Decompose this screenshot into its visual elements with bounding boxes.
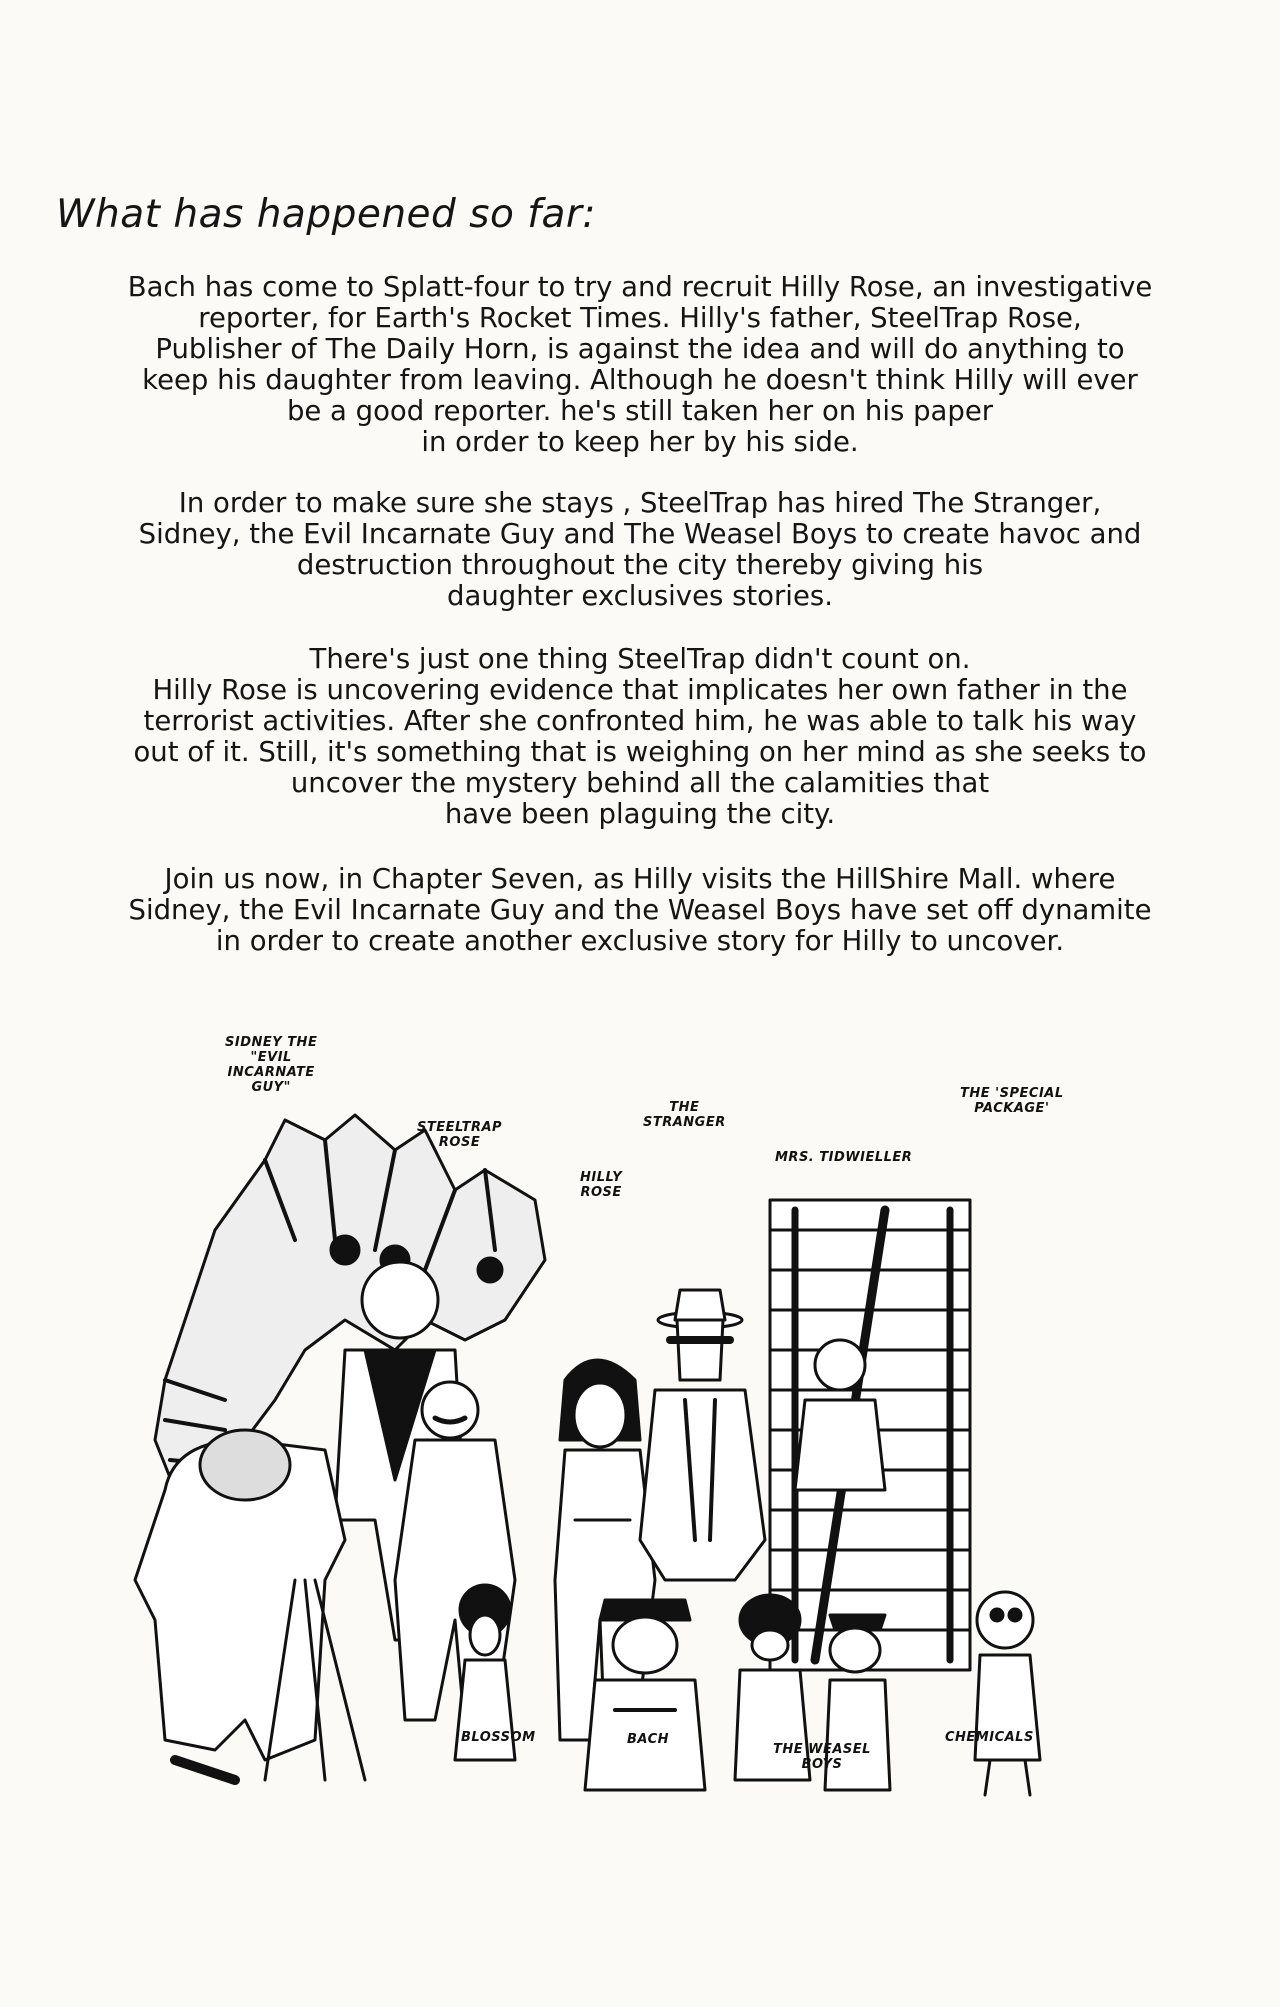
character-lineup-illustration bbox=[95, 1020, 1125, 1820]
label-chemicals: CHEMICALS bbox=[945, 1730, 1034, 1745]
label-weasel-boys: THE WEASEL BOYS bbox=[773, 1742, 871, 1772]
story-paragraph-3: There's just one thing SteelTrap didn't count on. Hilly Rose is uncovering evidence that implicates her own father in the terrorist activities. After she confronted him, he was able to talk his way out of it. Still, it's something that is weighing on her mind as she seeks to uncover the mystery behind all the calamities that have been plaguing the city. bbox=[133, 643, 1147, 830]
chemicals-figure bbox=[975, 1592, 1040, 1795]
label-blossom: BLOSSOM bbox=[461, 1730, 536, 1745]
label-sidney: SIDNEY THE "EVIL INCARNATE GUY" bbox=[225, 1035, 318, 1095]
story-paragraph-2: In order to make sure she stays , SteelTrap has hired The Stranger, Sidney, the Evil Incarnate Guy and The Weasel Boys to create havoc and destruction throughout the city thereby giving his daughter exclusives stories. bbox=[138, 487, 1142, 612]
label-steeltrap: STEELTRAP ROSE bbox=[417, 1120, 503, 1150]
label-special-package: THE 'SPECIAL PACKAGE' bbox=[960, 1086, 1064, 1116]
stranger-figure bbox=[640, 1290, 765, 1580]
page-heading: What has happened so far: bbox=[56, 192, 597, 237]
label-bach: BACH bbox=[627, 1732, 669, 1747]
label-hilly: HILLY ROSE bbox=[580, 1170, 623, 1200]
photographer-figure bbox=[135, 1430, 365, 1780]
label-tidwieller: MRS. TIDWIELLER bbox=[775, 1150, 913, 1165]
label-stranger: THE STRANGER bbox=[643, 1100, 726, 1130]
story-paragraph-4: Join us now, in Chapter Seven, as Hilly visits the HillShire Mall. where Sidney, the Evil Incarnate Guy and the Weasel Boys have set off dynamite in order to create another exclusive story for Hilly to uncover. bbox=[128, 863, 1152, 957]
story-paragraph-1: Bach has come to Splatt-four to try and recruit Hilly Rose, an investigative reporter, for Earth's Rocket Times. Hilly's father, SteelTrap Rose, Publisher of The Daily Horn, is against the idea and will do anything to keep his daughter from leaving. Although he doesn't think Hilly will ever be a good reporter. he's still taken her on his paper in order to keep her by his side. bbox=[127, 271, 1153, 458]
lineup-drawing bbox=[95, 1020, 1125, 1820]
